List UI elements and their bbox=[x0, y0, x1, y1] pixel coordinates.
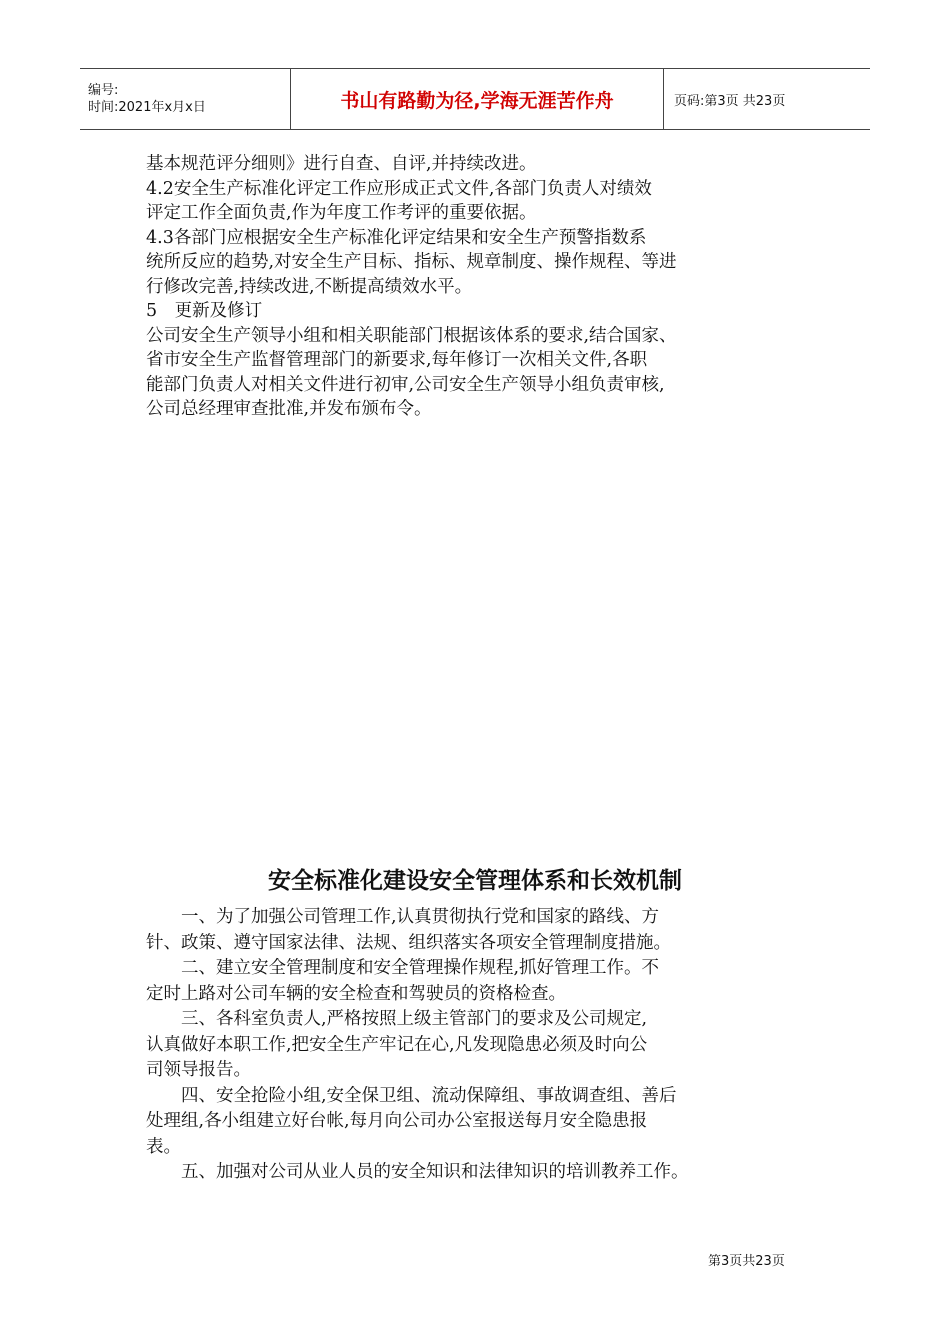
page-info-text: 页码:第3页 共23页 bbox=[674, 93, 786, 109]
paragraph-line: 基本规范评分细则》进行自查、自评,并持续改进。 bbox=[146, 154, 537, 174]
paragraph-line: 省市安全生产监督管理部门的新要求,每年修订一次相关文件,各职 bbox=[146, 350, 648, 370]
paragraph-line: 行修改完善,持续改进,不断提高绩效水平。 bbox=[146, 276, 473, 297]
paragraph-line: 统所反应的趋势,对安全生产目标、指标、规章制度、操作规程、等进 bbox=[146, 252, 677, 272]
paragraph-line: 4.3各部门应根据安全生产标准化评定结果和安全生产预警指数系 bbox=[146, 227, 647, 248]
document-title: 安全标准化建设安全管理体系和长效机制 bbox=[268, 868, 682, 894]
paragraph-line: 一、为了加强公司管理工作,认真贯彻执行党和国家的路线、方 bbox=[146, 907, 660, 927]
header-meta bbox=[80, 69, 290, 129]
section1-text bbox=[146, 152, 826, 422]
header-page-info bbox=[664, 69, 785, 129]
paragraph-line: 五、加强对公司从业人员的安全知识和法律知识的培训教养工作。 bbox=[146, 1162, 689, 1182]
page-header bbox=[80, 68, 870, 130]
paragraph-line: 四、安全抢险小组,安全保卫组、流动保障组、事故调查组、善后 bbox=[146, 1085, 677, 1106]
paragraph-line: 评定工作全面负责,作为年度工作考评的重要依据。 bbox=[146, 203, 537, 223]
paragraph-line: 表。 bbox=[146, 1136, 181, 1157]
number-label: 编号: bbox=[88, 83, 119, 98]
page-footer: 第3页共23页 bbox=[708, 1254, 785, 1269]
date-label: 时间:2021年x月x日 bbox=[88, 100, 206, 115]
paragraph-line: 4.2安全生产标准化评定工作应形成正式文件,各部门负责人对绩效 bbox=[146, 178, 652, 199]
section-heading: 5 更新及修订 bbox=[146, 301, 263, 321]
paragraph-line: 认真做好本职工作,把安全生产牢记在心,凡发现隐患必须及时向公 bbox=[146, 1034, 648, 1055]
paragraph-line: 公司总经理审查批准,并发布颁布令。 bbox=[146, 399, 432, 419]
paragraph-line: 司领导报告。 bbox=[146, 1060, 251, 1080]
paragraph-line: 二、建立安全管理制度和安全管理操作规程,抓好管理工作。不 bbox=[146, 958, 660, 978]
paragraph-line: 能部门负责人对相关文件进行初审,公司安全生产领导小组负责审核, bbox=[146, 374, 665, 395]
section2-text bbox=[146, 905, 826, 1186]
paragraph-line: 针、政策、遵守国家法律、法规、组织落实各项安全管理制度措施。 bbox=[146, 932, 671, 953]
motto-text: 书山有路勤为径,学海无涯苦作舟 bbox=[340, 89, 614, 112]
paragraph-line: 公司安全生产领导小组和相关职能部门根据该体系的要求,结合国家、 bbox=[146, 325, 677, 346]
paragraph-line: 定时上路对公司车辆的安全检查和驾驶员的资格检查。 bbox=[146, 983, 566, 1004]
header-motto bbox=[290, 69, 664, 129]
paragraph-line: 处理组,各小组建立好台帐,每月向公司办公室报送每月安全隐患报 bbox=[146, 1111, 648, 1131]
paragraph-line: 三、各科室负责人,严格按照上级主管部门的要求及公司规定, bbox=[146, 1009, 648, 1029]
